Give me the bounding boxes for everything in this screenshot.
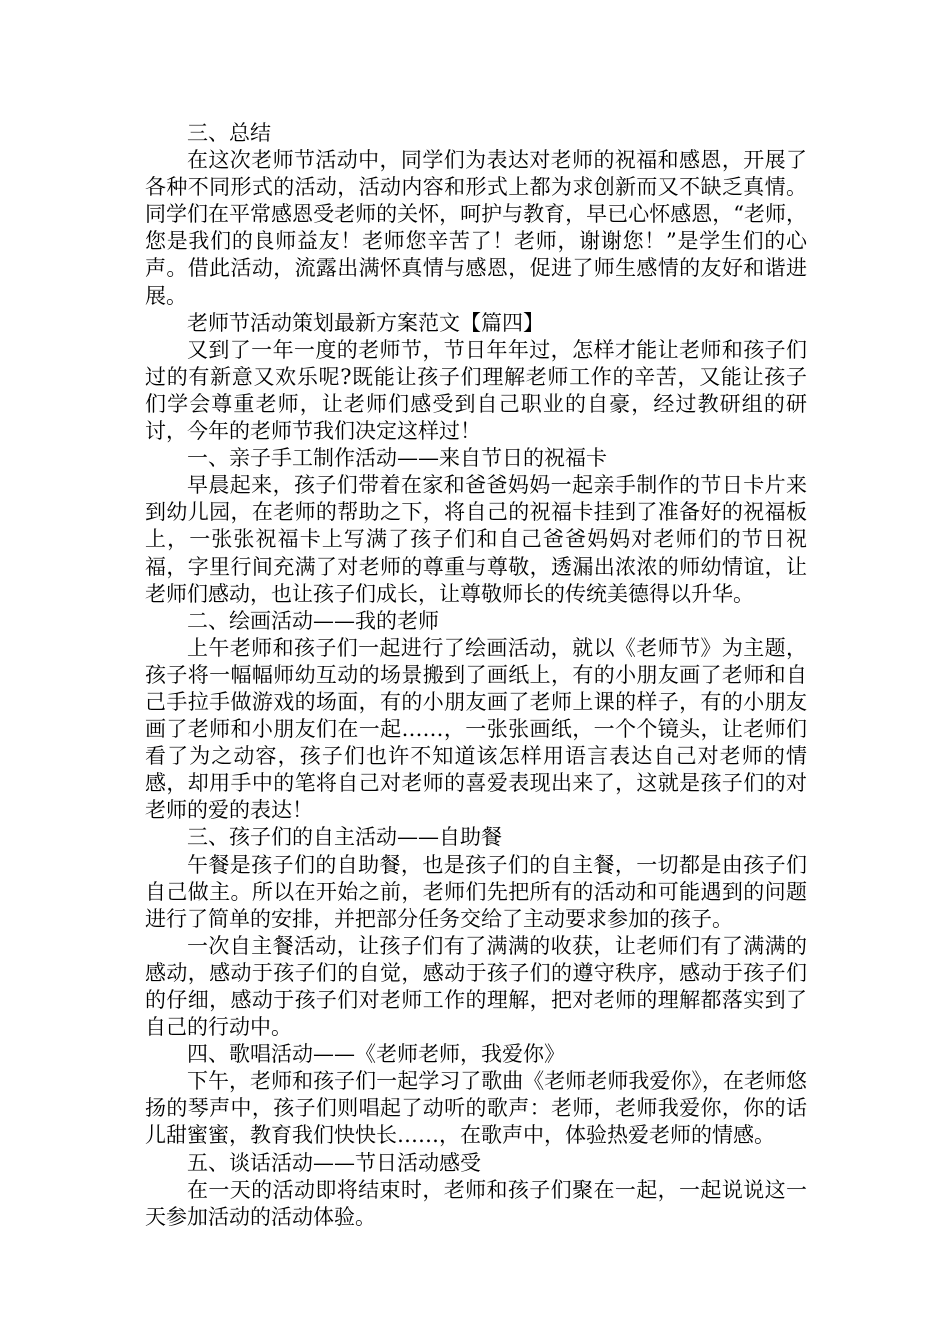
section-heading: 二、绘画活动——我的老师 [187, 608, 439, 633]
paragraph: 在一天的活动即将结束时，老师和孩子们聚在一起，一起说说这一天参加活动的活动体验。 [145, 1177, 807, 1229]
paragraph: 一次自主餐活动，让孩子们有了满满的收获，让老师们有了满满的感动，感动于孩子们的自觉，感动于孩子们的遵守秩序，感动于孩子们的仔细，感动于孩子们对老师工作的理解，把对老师的理解都落实到了自己的行动中。 [145, 933, 807, 1040]
section-heading: 五、谈话活动——节日活动感受 [187, 1150, 481, 1175]
paragraph: 上午老师和孩子们一起进行了绘画活动，就以《老师节》为主题，孩子将一幅幅师幼互动的场景搬到了画纸上，有的小朋友画了老师和自己手拉手做游戏的场面，有的小朋友画了老师上课的样子，有的小朋友画了老师和小朋友们在一起……，一张张画纸，一个个镜头，让老师们看了为之动容，孩子们也许不知道该怎样用语言表达自己对老师的情感，却用手中的笔将自己对老师的喜爱表现出来了，这就是孩子们的对老师的爱的表达！ [145, 635, 807, 823]
document-page [145, 120, 807, 1231]
article-title: 老师节活动策划最新方案范文【篇四】 [187, 310, 544, 335]
section-heading: 四、歌唱活动——《老师老师，我爱你》 [187, 1042, 565, 1067]
paragraph: 下午，老师和孩子们一起学习了歌曲《老师老师我爱你》，在老师悠扬的琴声中，孩子们则唱起了动听的歌声：老师，老师我爱你，你的话儿甜蜜蜜，教育我们快快长……，在歌声中，体验热爱老师的情感。 [145, 1069, 807, 1148]
section-heading: 三、孩子们的自主活动——自助餐 [187, 825, 502, 850]
paragraph: 又到了一年一度的老师节，节日年年过，怎样才能让老师和孩子们过的有新意又欢乐呢?既能让孩子们理解老师工作的辛苦，又能让孩子们学会尊重老师，让老师们感受到自己职业的自豪，经过教研组的研讨，今年的老师节我们决定这样过！ [145, 337, 807, 444]
paragraph: 在这次老师节活动中，同学们为表达对老师的祝福和感恩，开展了各种不同形式的活动，活动内容和形式上都为求创新而又不缺乏真情。同学们在平常感恩受老师的关怀，呵护与教育，早已心怀感恩，“老师，您是我们的良师益友！老师您辛苦了！老师，谢谢您！”是学生们的心声。借此活动，流露出满怀真情与感恩，促进了师生感情的友好和谐进展。 [145, 148, 807, 308]
paragraph: 午餐是孩子们的自助餐，也是孩子们的自主餐，一切都是由孩子们自己做主。所以在开始之前，老师们先把所有的活动和可能遇到的问题进行了简单的安排，并把部分任务交给了主动要求参加的孩子。 [145, 852, 807, 931]
section-heading-summary: 三、总结 [187, 121, 271, 145]
paragraph: 早晨起来，孩子们带着在家和爸爸妈妈一起亲手制作的节日卡片来到幼儿园，在老师的帮助之下，将自己的祝福卡挂到了准备好的祝福板上，一张张祝福卡上写满了孩子们和自己爸爸妈妈对老师们的节日祝福，字里行间充满了对老师的尊重与尊敬，透漏出浓浓的师幼情谊，让老师们感动，也让孩子们成长，让尊敬师长的传统美德得以升华。 [145, 473, 807, 606]
section-heading: 一、亲子手工制作活动——来自节日的祝福卡 [187, 446, 607, 471]
